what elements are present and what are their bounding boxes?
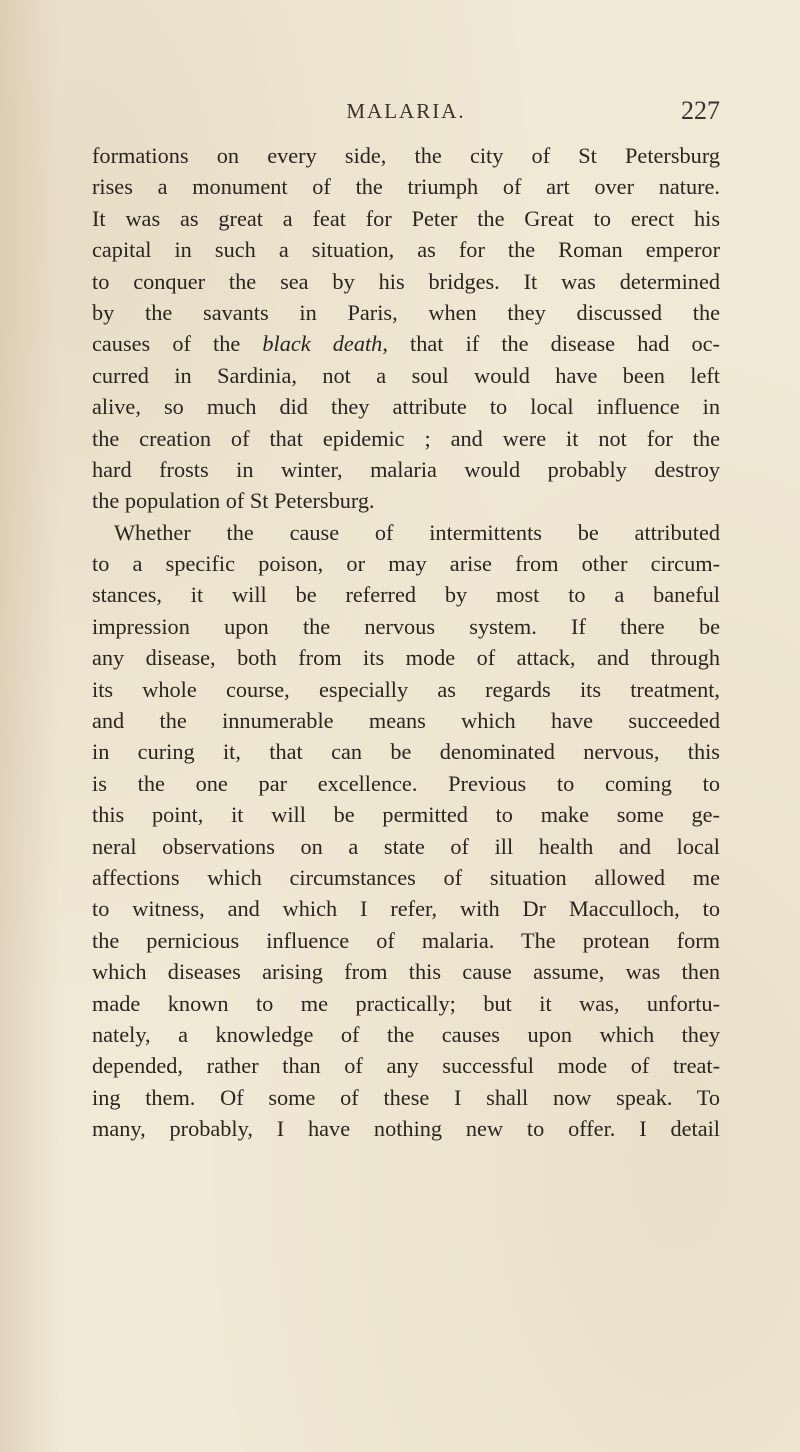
text-line: the creation of that epidemic ; and were it not for the — [92, 425, 720, 451]
body-text — [92, 140, 720, 1145]
text-line: to witness, and which I refer, with Dr Macculloch, to — [92, 896, 720, 922]
text-line: the population of St Petersburg. — [92, 488, 375, 514]
text-line: its whole course, especially as regards its treatment, — [92, 676, 720, 702]
text-line: rises a monument of the triumph of art over nature. — [92, 174, 720, 200]
text-line: nately, a knowledge of the causes upon which they — [92, 1021, 720, 1047]
text-line: in curing it, that can be denominated nervous, this — [92, 739, 720, 765]
text-line: impression upon the nervous system. If there be — [92, 613, 720, 639]
text-line: curred in Sardinia, not a soul would have been left — [92, 362, 720, 388]
text-line: by the savants in Paris, when they discussed the — [92, 299, 720, 325]
text-line: and the innumerable means which have succeeded — [92, 708, 720, 734]
text-fragment: , that if the disease had oc- — [382, 331, 720, 357]
text-line: this point, it will be permitted to make some ge- — [92, 802, 720, 828]
running-head — [92, 93, 720, 129]
text-line: to conquer the sea by his bridges. It was determined — [92, 268, 720, 294]
text-line: the pernicious influence of malaria. The protean form — [92, 927, 720, 953]
text-line: is the one par excellence. Previous to coming to — [92, 770, 720, 796]
text-line: depended, rather than of any successful mode of treat- — [92, 1053, 720, 1079]
text-line: hard frosts in winter, malaria would probably destroy — [92, 456, 720, 482]
text-line: any disease, both from its mode of attack, and through — [92, 645, 720, 671]
page-number: 227 — [681, 96, 720, 125]
text-line: neral observations on a state of ill health and local — [92, 833, 720, 859]
text-line: which diseases arising from this cause assume, was then — [92, 959, 720, 985]
paragraph-start-line: Whether the cause of intermittents be attributed — [114, 519, 720, 545]
text-fragment: causes of the — [92, 331, 263, 357]
running-title: MALARIA. — [346, 99, 466, 123]
text-line: alive, so much did they attribute to local influence in — [92, 394, 720, 420]
text-line: stances, it will be referred by most to a baneful — [92, 582, 720, 608]
text-line-with-italic — [92, 328, 720, 359]
text-line: to a specific poison, or may arise from other circum- — [92, 551, 720, 577]
text-line: It was as great a feat for Peter the Great to erect his — [92, 205, 720, 231]
text-line: affections which circumstances of situation allowed me — [92, 864, 720, 890]
text-line: made known to me practically; but it was, unfortu- — [92, 990, 720, 1016]
text-line: ing them. Of some of these I shall now speak. To — [92, 1084, 720, 1110]
text-line: many, probably, I have nothing new to offer. I detail — [92, 1116, 720, 1142]
italic-term: black death — [262, 331, 383, 357]
text-line: formations on every side, the city of St Petersburg — [92, 143, 720, 168]
text-line: capital in such a situation, as for the Roman emperor — [92, 237, 720, 263]
